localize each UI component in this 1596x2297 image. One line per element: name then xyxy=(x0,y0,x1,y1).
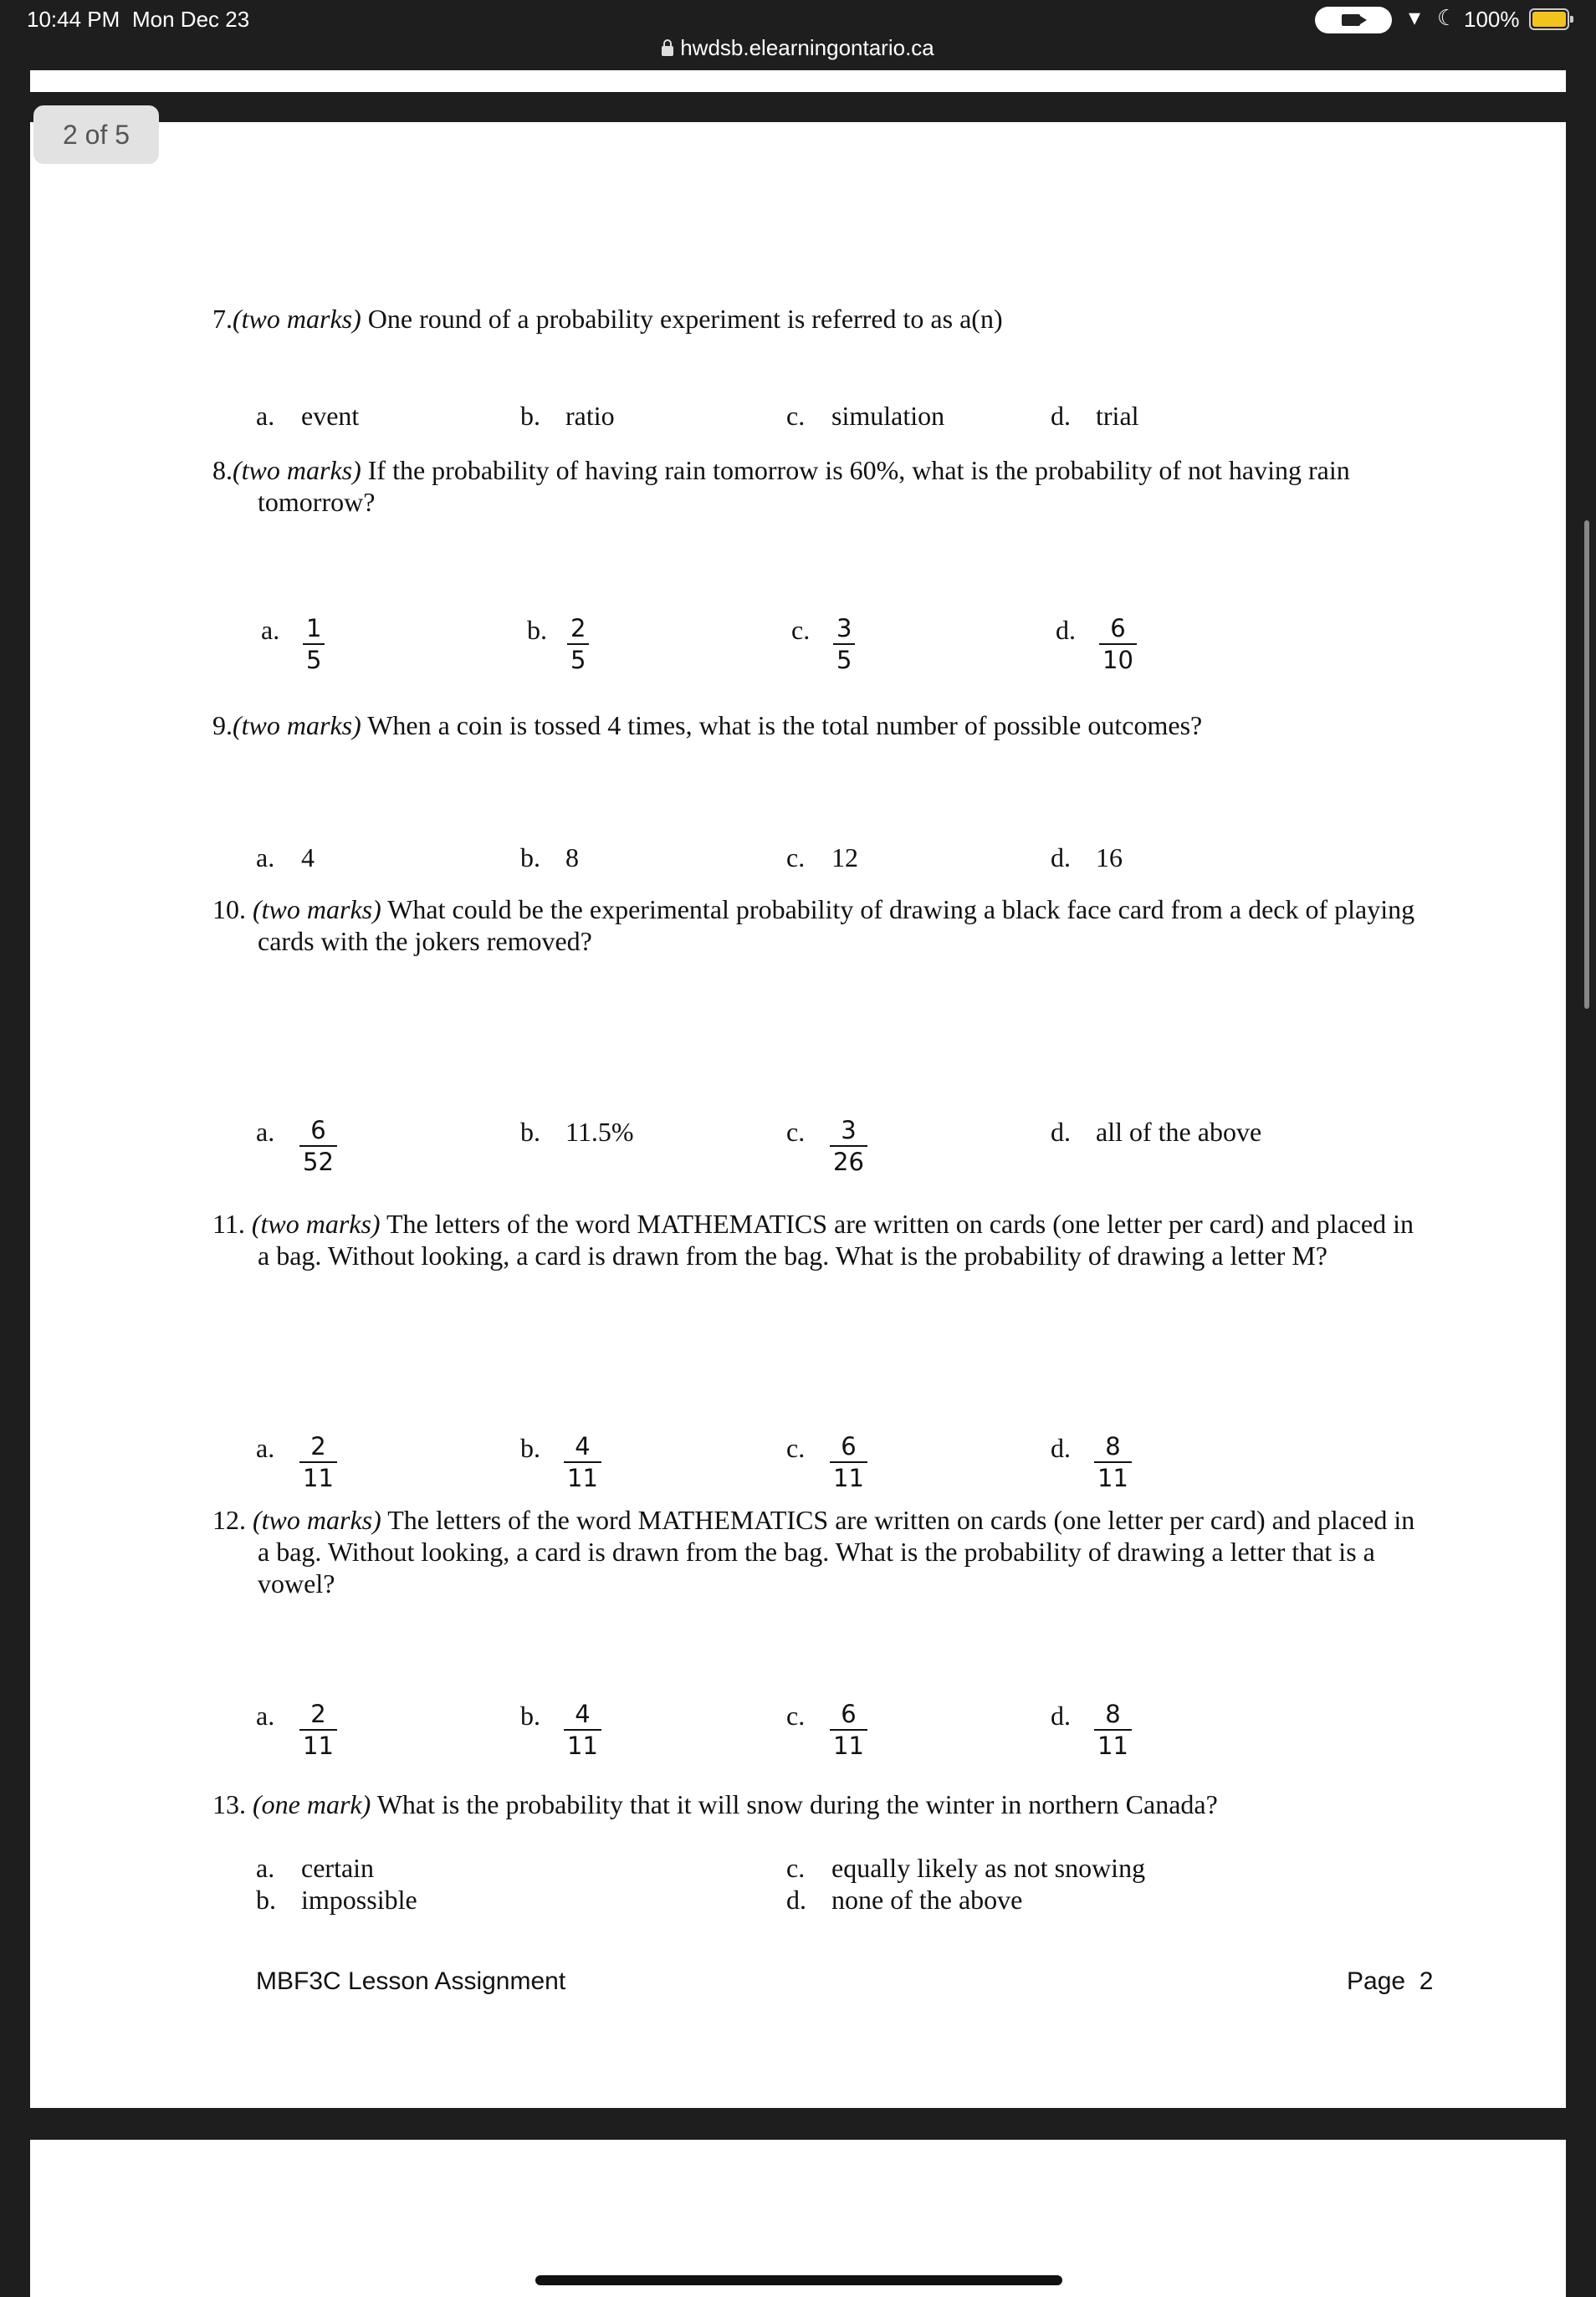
option-d: d. all of the above xyxy=(1051,1117,1262,1147)
lock-icon xyxy=(662,46,673,56)
option-a-fraction: 2 11 xyxy=(299,1700,337,1760)
question-10: 10. (two marks) What could be the experimental probability of drawing a black face card from a deck of playing cards with the jokers removed? xyxy=(212,894,1415,956)
option-a: a. xyxy=(256,1117,275,1147)
option-d-fraction: 6 10 xyxy=(1099,614,1137,674)
option-d-fraction: 8 11 xyxy=(1094,1432,1132,1492)
option-a: a. xyxy=(256,1701,275,1731)
option-a: a. xyxy=(256,1433,275,1463)
option-d: d. xyxy=(1051,1701,1071,1731)
question-number: 7. xyxy=(212,304,233,334)
moon-icon: ☾ xyxy=(1437,5,1457,30)
footer-page-number: Page 2 xyxy=(1347,1967,1434,1995)
footer-course: MBF3C Lesson Assignment xyxy=(256,1967,566,1995)
option-d: d. none of the above xyxy=(786,1885,1023,1915)
option-a: a. event xyxy=(256,401,360,431)
status-time: 10:44 PM xyxy=(27,7,120,32)
option-c: c. equally likely as not snowing xyxy=(786,1853,1146,1883)
battery-percent: 100% xyxy=(1464,7,1520,32)
camera-indicator-icon xyxy=(1315,7,1392,33)
option-a-fraction: 1 5 xyxy=(303,614,325,674)
option-b: b. xyxy=(527,615,547,645)
option-c-fraction: 6 11 xyxy=(830,1700,867,1760)
option-c-fraction: 3 26 xyxy=(830,1116,867,1176)
question-marks: (two marks) xyxy=(233,304,361,334)
status-date: Mon Dec 23 xyxy=(132,7,250,32)
page-indicator: 2 of 5 xyxy=(33,105,159,164)
option-b: b. impossible xyxy=(256,1885,417,1915)
question-13: 13. (one mark) What is the probability that it will snow during the winter in northern Canada? xyxy=(212,1789,1218,1819)
option-c: c. xyxy=(786,1701,806,1731)
option-a-fraction: 2 11 xyxy=(299,1432,337,1492)
url-bar[interactable] xyxy=(0,37,1596,70)
question-8: 8.(two marks) If the probability of having rain tomorrow is 60%, what is the probability of not having rain tomorrow? xyxy=(212,455,1350,517)
option-b-fraction: 4 11 xyxy=(564,1700,601,1760)
previous-page xyxy=(30,70,1566,92)
option-b: b. xyxy=(520,1701,540,1731)
option-c: c. xyxy=(791,615,811,645)
option-d: d. trial xyxy=(1051,401,1139,431)
question-12: 12. (two marks) The letters of the word MATHEMATICS are written on cards (one letter per card) and placed in a bag. Without looking, a card is drawn from the bag. What is the probability of drawing a letter that is a vowel? xyxy=(212,1505,1415,1599)
next-page xyxy=(30,2140,1566,2297)
option-b-fraction: 2 5 xyxy=(567,614,589,674)
url-text: hwdsb.elearningontario.ca xyxy=(680,35,934,60)
option-b: b. 8 xyxy=(520,842,579,872)
option-c: c. xyxy=(786,1433,806,1463)
wifi-icon: ▾ xyxy=(1409,4,1421,30)
option-a-fraction: 6 52 xyxy=(299,1116,337,1176)
question-9: 9.(two marks) When a coin is tossed 4 times, what is the total number of possible outcomes? xyxy=(212,710,1203,740)
option-c: c. simulation xyxy=(786,401,945,431)
option-b-fraction: 4 11 xyxy=(564,1432,601,1492)
battery-icon xyxy=(1529,8,1569,30)
scrollbar[interactable] xyxy=(1584,520,1589,1009)
option-a: a. certain xyxy=(256,1853,375,1883)
status-bar xyxy=(0,0,1596,40)
option-c: c. 12 xyxy=(786,842,858,872)
option-d: d. 16 xyxy=(1051,842,1123,872)
question-11: 11. (two marks) The letters of the word MATHEMATICS are written on cards (one letter per card) and placed in a bag. Without looking, a card is drawn from the bag. What is the probability of drawing a letter M? xyxy=(212,1209,1414,1271)
option-d: d. xyxy=(1056,615,1076,645)
option-b: b. ratio xyxy=(520,401,615,431)
option-a: a. xyxy=(261,615,280,645)
home-indicator[interactable] xyxy=(535,2275,1062,2285)
question-7 xyxy=(212,303,1476,335)
option-b: b. xyxy=(520,1433,540,1463)
option-c: c. xyxy=(786,1117,806,1147)
option-c-fraction: 6 11 xyxy=(830,1432,867,1492)
option-c-fraction: 3 5 xyxy=(833,614,855,674)
option-d-fraction: 8 11 xyxy=(1094,1700,1132,1760)
option-a: a. 4 xyxy=(256,842,315,872)
option-b: b. 11.5% xyxy=(520,1117,634,1147)
option-d: d. xyxy=(1051,1433,1071,1463)
question-text: One round of a probability experiment is referred to as a(n) xyxy=(361,304,1003,334)
